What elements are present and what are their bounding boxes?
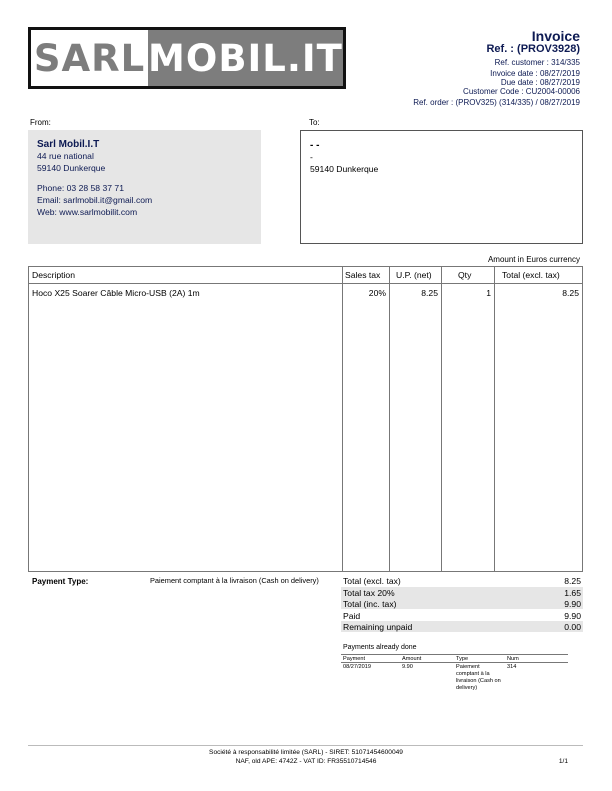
remaining-unpaid-row <box>341 621 583 632</box>
ref-customer: Ref. customer : 314/335 <box>494 58 580 67</box>
total-label: Paid <box>343 610 361 621</box>
total-value: 0.00 <box>564 621 581 632</box>
payment-type-line: Paiement <box>456 664 480 670</box>
line-sales-tax: 20% <box>368 288 386 298</box>
due-date: Due date : 08/27/2019 <box>500 78 580 87</box>
footer-divider <box>28 745 583 746</box>
payment-type-line: delivery) <box>456 685 478 691</box>
total-value: 9.90 <box>564 598 581 609</box>
line-unit-price: 8.25 <box>421 288 438 298</box>
table-column-divider <box>494 267 495 571</box>
sender-name: Sarl Mobil.I.T <box>37 139 100 150</box>
invoice-ref: Ref. : (PROV3928) <box>486 43 580 55</box>
payment-date: 08/27/2019 <box>343 664 371 670</box>
payment-type-value: Paiement comptant à la livraison (Cash on delivery) <box>150 576 319 585</box>
col-header-qty: Qty <box>458 270 472 280</box>
col-header-description: Description <box>32 270 75 280</box>
payment-type-label: Payment Type: <box>32 577 89 586</box>
company-logo <box>28 27 346 89</box>
table-column-divider <box>342 267 343 571</box>
table-header-divider <box>29 283 582 284</box>
ref-order: Ref. order : (PROV325) (314/335) / 08/27/2019 <box>413 98 580 107</box>
payments-done-title: Payments already done <box>343 644 417 651</box>
sender-phone: Phone: 03 28 58 37 71 <box>37 183 124 193</box>
total-label: Total (inc. tax) <box>343 598 397 609</box>
page-number: 1/1 <box>558 758 568 765</box>
invoice-date: Invoice date : 08/27/2019 <box>490 69 580 78</box>
recipient-address-box <box>300 130 583 244</box>
payment-num: 314 <box>507 664 517 670</box>
from-label: From: <box>30 118 51 127</box>
logo-left-text: SARL <box>31 30 148 86</box>
col-header-total: Total (excl. tax) <box>502 270 560 280</box>
payment-type-line: comptant à la <box>456 671 490 677</box>
total-label: Total tax 20% <box>343 587 395 598</box>
total-value: 9.90 <box>564 610 581 621</box>
sender-address-box <box>28 130 261 244</box>
payments-done-header <box>341 654 568 663</box>
payment-amount: 9.90 <box>402 664 413 670</box>
recipient-name: - - <box>310 140 320 151</box>
payment-type <box>456 664 501 692</box>
recipient-line1: - <box>310 152 313 162</box>
total-excl-tax-row <box>341 575 583 586</box>
footer-legal-line1: Société à responsabilité limitée (SARL) - SIRET: 51071454600049 <box>209 749 403 756</box>
total-label: Total (excl. tax) <box>343 575 401 586</box>
total-tax-row <box>341 587 583 598</box>
line-total: 8.25 <box>562 288 579 298</box>
footer-legal-line2: NAF, old APE: 4742Z - VAT ID: FR35510714546 <box>235 758 377 765</box>
table-column-divider <box>389 267 390 571</box>
payment-type-line: livraison (Cash on <box>456 678 501 684</box>
payments-col-amount: Amount <box>402 656 422 662</box>
payments-col-type: Type <box>456 656 469 662</box>
col-header-unit-price: U.P. (net) <box>396 270 432 280</box>
col-header-sales-tax: Sales tax <box>345 270 381 280</box>
total-label: Remaining unpaid <box>343 621 413 632</box>
total-value: 1.65 <box>564 587 581 598</box>
sender-address-line2: 59140 Dunkerque <box>37 163 106 173</box>
to-label: To: <box>309 118 320 127</box>
payments-col-payment: Payment <box>343 656 366 662</box>
customer-code: Customer Code : CU2004-00006 <box>463 87 580 96</box>
payments-col-num: Num <box>507 656 519 662</box>
total-inc-tax-row <box>341 598 583 609</box>
total-value: 8.25 <box>564 575 581 586</box>
line-qty: 1 <box>486 288 491 298</box>
table-column-divider <box>441 267 442 571</box>
sender-address-line1: 44 rue national <box>37 151 94 161</box>
paid-row <box>341 610 583 621</box>
line-description: Hoco X25 Soarer Câble Micro-USB (2A) 1m <box>32 288 200 298</box>
invoice-title: Invoice <box>531 28 580 44</box>
recipient-line2: 59140 Dunkerque <box>310 164 379 174</box>
logo-right-text: MOBIL.IT <box>148 30 343 86</box>
sender-web: Web: www.sarlmobilit.com <box>37 207 138 217</box>
invoice-lines-table <box>28 266 583 572</box>
sender-email: Email: sarlmobil.it@gmail.com <box>37 195 153 205</box>
currency-note: Amount in Euros currency <box>487 255 580 264</box>
